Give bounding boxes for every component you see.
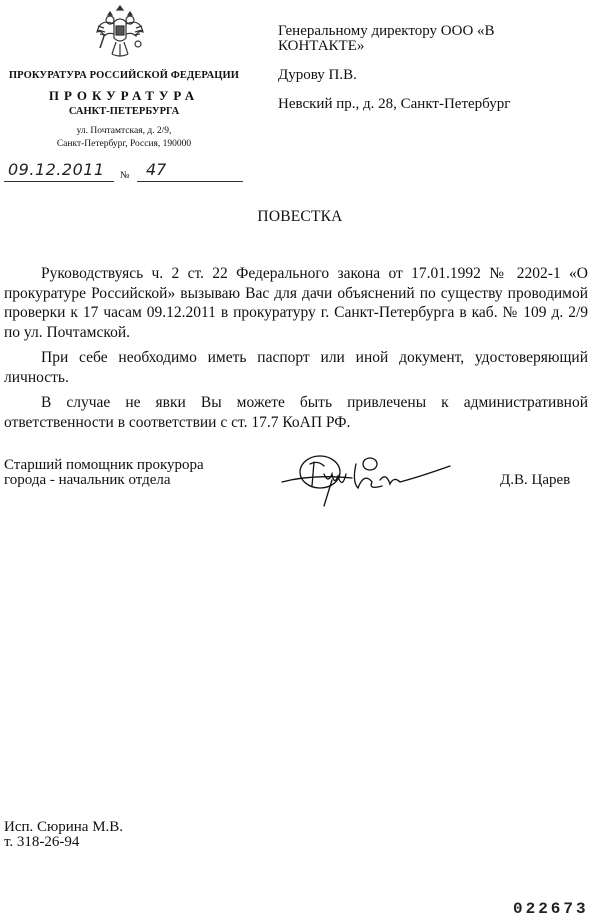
number-label: №	[120, 170, 130, 181]
addressee-address: Невский пр., д. 28, Санкт-Петербург	[278, 96, 511, 112]
signatory-name: Д.В. Царев	[500, 472, 571, 488]
org-name-prosecutor: ПРОКУРАТУРА	[48, 88, 200, 103]
body-paragraph: Руководствуясь ч. 2 ст. 22 Федерального закона от 17.01.1992 № 2202-1 «О прокуратуре Российской» вызываю Вас для дачи объяснений по существу проводимой проверки к 17 часам 09.12.2011 в прокуратуру г. Санкт-Петербурга в каб. № 109 д. 2/9 по ул. Почтамской.	[4, 265, 588, 341]
org-address-city: Санкт-Петербург, Россия, 190000	[56, 139, 192, 149]
org-name-city: САНКТ-ПЕТЕРБУРГА	[68, 106, 180, 117]
document-body	[4, 264, 588, 438]
executor-block	[4, 820, 123, 850]
document-title: ПОВЕСТКА	[257, 208, 343, 225]
addressee-block	[278, 24, 578, 126]
serial-number: 022673	[513, 900, 589, 918]
addressee-name: Дурову П.В.	[278, 67, 357, 83]
addressee-position: Генеральному директору ООО «В КОНТАКТЕ»	[278, 23, 495, 54]
executor-phone: т. 318-26-94	[4, 834, 80, 850]
body-paragraph: В случае не явки Вы можете быть привлечены к административной ответственности в соответствии с ст. 17.7 КоАП РФ.	[4, 394, 588, 431]
org-name-federal: ПРОКУРАТУРА РОССИЙСКОЙ ФЕДЕРАЦИИ	[8, 70, 240, 81]
number-underline	[137, 181, 243, 182]
executor-name: Исп. Сюрина М.В.	[4, 819, 124, 835]
signatory-position-line1: Старший помощник прокурора	[4, 457, 204, 473]
signatory-position	[4, 458, 204, 488]
handwritten-number: 47	[146, 160, 167, 179]
russian-double-headed-eagle-icon	[94, 2, 146, 60]
handwritten-date: 09.12.2011	[8, 160, 105, 179]
handwritten-signature-icon	[272, 452, 472, 512]
body-paragraph: При себе необходимо иметь паспорт или иной документ, удостоверяющий личность.	[4, 349, 588, 386]
date-underline	[4, 181, 114, 182]
signatory-position-line2: города - начальник отдела	[4, 472, 171, 488]
org-address-street: ул. Почтамтская, д. 2/9,	[76, 126, 172, 136]
